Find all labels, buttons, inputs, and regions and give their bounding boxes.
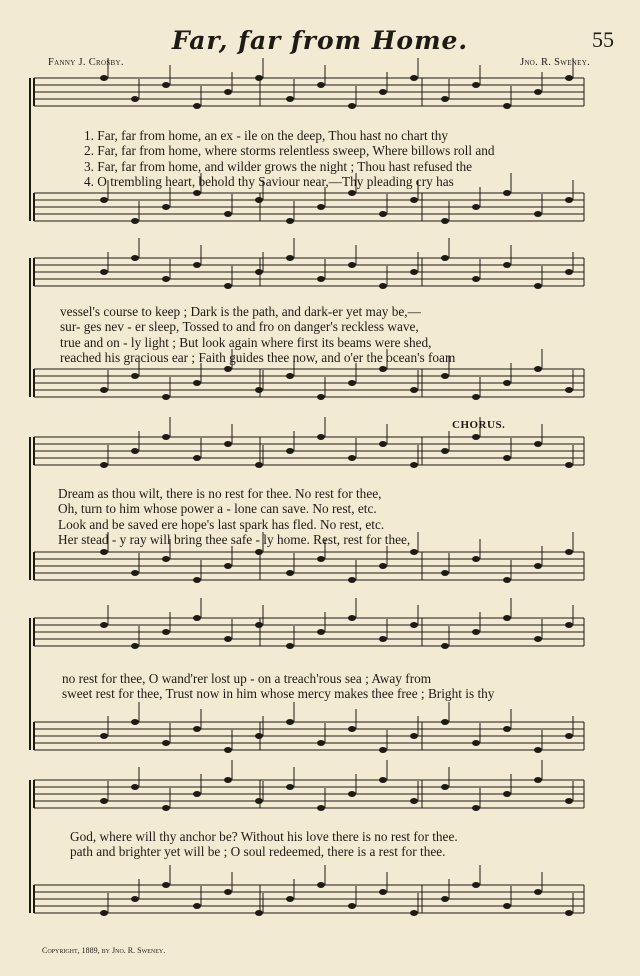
note-head: [410, 197, 418, 203]
note-head: [162, 629, 170, 635]
note-head: [503, 726, 511, 732]
lyric-line: reached his gracious ear ; Faith guides thee now, and o'er the ocean's foam: [60, 350, 456, 366]
note-head: [286, 719, 294, 725]
note-head: [348, 577, 356, 583]
note-head: [441, 896, 449, 902]
note-head: [224, 747, 232, 753]
note-head: [503, 262, 511, 268]
note-head: [193, 190, 201, 196]
note-head: [100, 622, 108, 628]
note-head: [286, 896, 294, 902]
note-head: [348, 615, 356, 621]
note-head: [100, 910, 108, 916]
note-head: [348, 380, 356, 386]
note-head: [472, 276, 480, 282]
note-head: [162, 204, 170, 210]
lyrics-system-2: [60, 304, 590, 366]
note-head: [131, 218, 139, 224]
note-head: [317, 740, 325, 746]
note-head: [224, 563, 232, 569]
chorus-label: CHORUS.: [452, 419, 506, 431]
lyricist-credit: Fanny J. Crosby.: [48, 57, 124, 68]
note-head: [565, 622, 573, 628]
note-head: [348, 262, 356, 268]
lyric-line: Dream as thou wilt, there is no rest for thee. No rest for thee,: [58, 486, 382, 501]
staff: [34, 702, 584, 753]
note-head: [317, 556, 325, 562]
note-head: [255, 798, 263, 804]
note-head: [534, 747, 542, 753]
note-head: [410, 462, 418, 468]
note-head: [441, 96, 449, 102]
note-head: [255, 462, 263, 468]
note-head: [534, 563, 542, 569]
staff: [34, 865, 584, 916]
note-head: [100, 798, 108, 804]
note-head: [410, 622, 418, 628]
note-head: [565, 462, 573, 468]
note-head: [131, 784, 139, 790]
lyric-line: path and brighter yet will be ; O soul redeemed, there is a rest for thee.: [70, 844, 446, 860]
copyright-notice: Copyright, 1889, by Jno. R. Sweney.: [42, 946, 166, 955]
note-head: [193, 103, 201, 109]
note-head: [193, 455, 201, 461]
note-head: [255, 75, 263, 81]
note-head: [224, 777, 232, 783]
note-head: [286, 255, 294, 261]
lyrics-system-1: [84, 128, 614, 190]
note-head: [534, 283, 542, 289]
lyric-line: 2. Far, far from home, where storms relentless sweep, Where billows roll and: [84, 143, 495, 159]
note-head: [565, 798, 573, 804]
note-head: [565, 910, 573, 916]
staff: [34, 238, 584, 289]
note-head: [534, 366, 542, 372]
note-head: [379, 283, 387, 289]
note-head: [441, 643, 449, 649]
note-head: [317, 82, 325, 88]
note-head: [379, 747, 387, 753]
note-head: [131, 448, 139, 454]
note-head: [193, 262, 201, 268]
note-head: [131, 643, 139, 649]
note-head: [410, 75, 418, 81]
composer-credit: Jno. R. Sweney.: [520, 57, 590, 68]
note-head: [317, 805, 325, 811]
lyric-line: true and on - ly light ; But look again where first its beams were shed,: [60, 334, 432, 350]
note-head: [379, 777, 387, 783]
note-head: [162, 276, 170, 282]
note-head: [565, 733, 573, 739]
note-head: [441, 570, 449, 576]
note-head: [534, 889, 542, 895]
note-head: [162, 805, 170, 811]
note-head: [162, 394, 170, 400]
note-head: [441, 719, 449, 725]
lyric-line: 4. O trembling heart, behold thy Saviour near,—Thy pleading cry has: [84, 174, 454, 190]
note-head: [317, 434, 325, 440]
note-head: [565, 269, 573, 275]
lyric-line: no rest for thee, O wand'rer lost up - on a treach'rous sea ; Away from: [62, 671, 432, 686]
note-head: [193, 791, 201, 797]
note-head: [131, 96, 139, 102]
note-head: [100, 387, 108, 393]
note-head: [348, 103, 356, 109]
note-head: [503, 791, 511, 797]
note-head: [503, 380, 511, 386]
note-head: [534, 89, 542, 95]
note-head: [379, 441, 387, 447]
note-head: [317, 629, 325, 635]
note-head: [410, 798, 418, 804]
note-head: [255, 549, 263, 555]
note-head: [503, 577, 511, 583]
note-head: [317, 882, 325, 888]
note-head: [379, 366, 387, 372]
staff: [34, 760, 584, 811]
lyrics-system-3: [58, 486, 588, 548]
note-head: [162, 434, 170, 440]
note-head: [472, 434, 480, 440]
note-head: [193, 615, 201, 621]
note-head: [255, 269, 263, 275]
note-head: [472, 805, 480, 811]
note-head: [224, 89, 232, 95]
lyric-line: God, where will thy anchor be? Without his love there is no rest for thee.: [70, 829, 458, 844]
note-head: [441, 448, 449, 454]
note-head: [255, 197, 263, 203]
note-head: [286, 570, 294, 576]
note-head: [565, 549, 573, 555]
note-head: [224, 441, 232, 447]
note-head: [131, 255, 139, 261]
note-head: [410, 733, 418, 739]
note-head: [131, 719, 139, 725]
note-head: [255, 622, 263, 628]
note-head: [472, 394, 480, 400]
note-head: [193, 577, 201, 583]
note-head: [503, 190, 511, 196]
note-head: [131, 896, 139, 902]
lyric-line: Look and be saved ere hope's last spark has fled. No rest, etc.: [58, 516, 385, 532]
note-head: [193, 726, 201, 732]
note-head: [503, 615, 511, 621]
note-head: [162, 556, 170, 562]
note-head: [317, 276, 325, 282]
note-head: [286, 643, 294, 649]
note-head: [565, 387, 573, 393]
note-head: [286, 373, 294, 379]
lyrics-system-5: [70, 829, 600, 860]
note-head: [162, 82, 170, 88]
lyric-line: Her stead - y ray will bring thee safe - ly home. Rest, rest for thee,: [58, 532, 411, 548]
note-head: [441, 784, 449, 790]
note-head: [224, 211, 232, 217]
note-head: [286, 784, 294, 790]
note-head: [534, 211, 542, 217]
note-head: [379, 889, 387, 895]
lyric-line: sweet rest for thee, Trust now in him whose mercy makes thee free ; Bright is thy: [62, 686, 495, 702]
note-head: [410, 269, 418, 275]
note-head: [379, 636, 387, 642]
hymn-title: Far, far from Home.: [171, 26, 469, 55]
note-head: [100, 549, 108, 555]
note-head: [534, 636, 542, 642]
lyric-line: 3. Far, far from home, and wilder grows the night ; Thou hast refused the: [84, 158, 473, 174]
note-head: [348, 190, 356, 196]
note-head: [379, 211, 387, 217]
lyric-line: sur- ges nev - er sleep, Tossed to and fro on danger's reckless wave,: [60, 319, 419, 335]
note-head: [472, 740, 480, 746]
note-head: [255, 387, 263, 393]
note-head: [472, 629, 480, 635]
note-head: [534, 441, 542, 447]
note-head: [379, 89, 387, 95]
note-head: [534, 777, 542, 783]
lyrics-system-4: [62, 671, 592, 702]
note-head: [224, 283, 232, 289]
note-head: [100, 462, 108, 468]
note-head: [224, 636, 232, 642]
note-head: [503, 455, 511, 461]
note-head: [503, 903, 511, 909]
note-head: [503, 103, 511, 109]
note-head: [100, 75, 108, 81]
note-head: [472, 556, 480, 562]
note-head: [255, 733, 263, 739]
note-head: [100, 197, 108, 203]
note-head: [348, 903, 356, 909]
note-head: [224, 889, 232, 895]
note-head: [348, 791, 356, 797]
note-head: [131, 570, 139, 576]
note-head: [131, 373, 139, 379]
note-head: [441, 255, 449, 261]
note-head: [100, 733, 108, 739]
note-head: [565, 75, 573, 81]
staff: [34, 58, 584, 109]
lyric-line: 1. Far, far from home, an ex - ile on the deep, Thou hast no chart thy: [84, 128, 449, 143]
note-head: [162, 740, 170, 746]
note-head: [441, 373, 449, 379]
note-head: [286, 218, 294, 224]
note-head: [348, 455, 356, 461]
note-head: [472, 882, 480, 888]
note-head: [193, 903, 201, 909]
note-head: [100, 269, 108, 275]
note-head: [441, 218, 449, 224]
note-head: [224, 366, 232, 372]
staff: [34, 598, 584, 649]
note-head: [255, 910, 263, 916]
note-head: [317, 394, 325, 400]
note-head: [410, 910, 418, 916]
lyric-line: Oh, turn to him whose power a - lone can save. No rest, etc.: [58, 501, 377, 517]
note-head: [565, 197, 573, 203]
lyric-line: vessel's course to keep ; Dark is the path, and dark-er yet may be,—: [60, 304, 421, 319]
note-head: [410, 549, 418, 555]
note-head: [410, 387, 418, 393]
note-head: [472, 82, 480, 88]
note-head: [193, 380, 201, 386]
note-head: [379, 563, 387, 569]
note-head: [286, 448, 294, 454]
note-head: [162, 882, 170, 888]
note-head: [348, 726, 356, 732]
page-number: 55: [592, 27, 614, 52]
note-head: [286, 96, 294, 102]
note-head: [472, 204, 480, 210]
note-head: [317, 204, 325, 210]
